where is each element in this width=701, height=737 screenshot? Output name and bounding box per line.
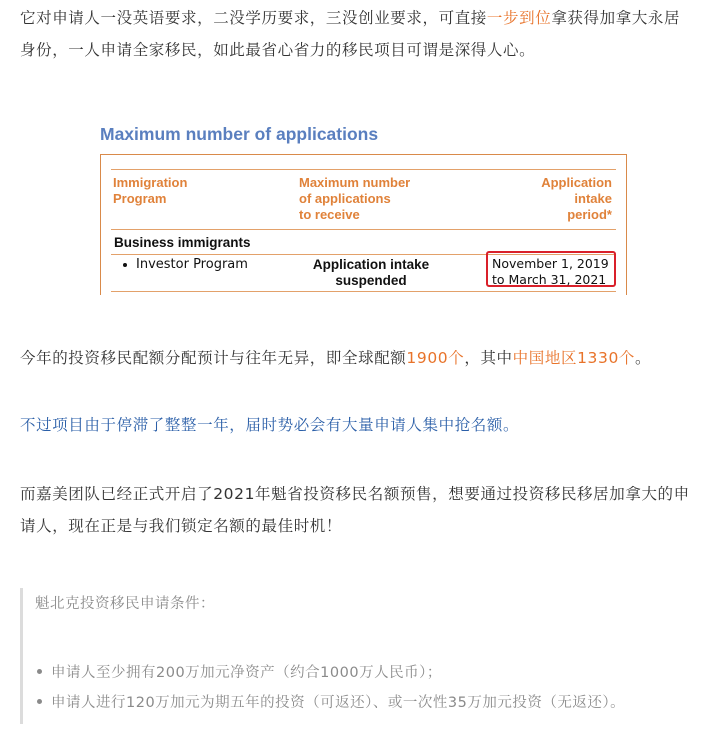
intro-text-a: 它对申请人一没英语要求，二没学历要求，三没创业要求，可直接 [20,9,487,27]
table-frame [100,154,627,295]
table-bottom-rule [111,291,616,292]
table-title: Maximum number of applications [100,124,379,144]
intro-paragraph [20,2,690,66]
header-program [113,175,187,207]
quota-text-a: 今年的投资移民配额分配预计与往年无异，即全球配额 [20,349,407,367]
row-period-line1: November 1, 2019 [492,256,609,271]
requirement-item [51,661,442,682]
row-program-label: Investor Program [136,257,248,272]
header-rule [111,229,616,230]
requirement-text: 申请人进行120万加元为期五年的投资（可返还）、或一次性35万加元投资（无返还）。 [51,695,626,711]
quota-text-c: 。 [635,349,652,367]
row-maximum-line1: Application intake [312,257,430,272]
quota-text-b: ，其中 [464,349,513,367]
row-maximum [296,257,446,289]
row-program [123,257,248,272]
global-quota: 1900个 [406,349,465,367]
requirement-text: 申请人至少拥有200万加元净资产（约合1000万人民币）； [51,665,442,681]
header-maximum [299,175,410,223]
china-quota: 中国地区1330个 [512,349,636,367]
header-maximum-line2: of applications [299,191,391,206]
bullet-icon [123,263,127,267]
requirements-quote [20,588,693,724]
header-program-line2: Program [113,191,167,206]
intro-text-b: 拿获得加拿大永居身份，一人申请全家移民，如此最省心省力的移民项目可谓是深得人心。 [20,9,681,59]
header-period-line3: period* [567,207,612,222]
quota-paragraph [20,342,690,374]
requirements-title: 魁北克投资移民申请条件： [35,596,215,612]
bullet-icon [37,669,42,674]
header-maximum-line3: to receive [299,207,360,222]
row-period-highlighted [486,251,616,287]
presale-paragraph: 而嘉美团队已经正式开启了2021年魁省投资移民名额预售，想要通过投资移民移居加拿大的申请人，现在正是与我们锁定名额的最佳时机！ [20,485,690,535]
header-maximum-line1: Maximum number [299,175,411,190]
header-program-line1: Immigration [113,175,188,190]
stall-paragraph: 不过项目由于停滞了整整一年，届时势必会有大量申请人集中抢名额。 [20,416,520,434]
row-period-line2: to March 31, 2021 [492,272,607,287]
row-maximum-line2: suspended [335,273,407,288]
section-business-immigrants: Business immigrants [114,235,251,250]
table-top-rule [111,169,616,170]
header-period-line2: intake [574,191,612,206]
intro-highlight: 一步到位 [486,9,552,27]
header-period [481,175,612,223]
applications-table-card [100,118,630,298]
bullet-icon [37,699,42,704]
requirement-item [51,691,625,712]
header-period-line1: Application [541,175,612,190]
